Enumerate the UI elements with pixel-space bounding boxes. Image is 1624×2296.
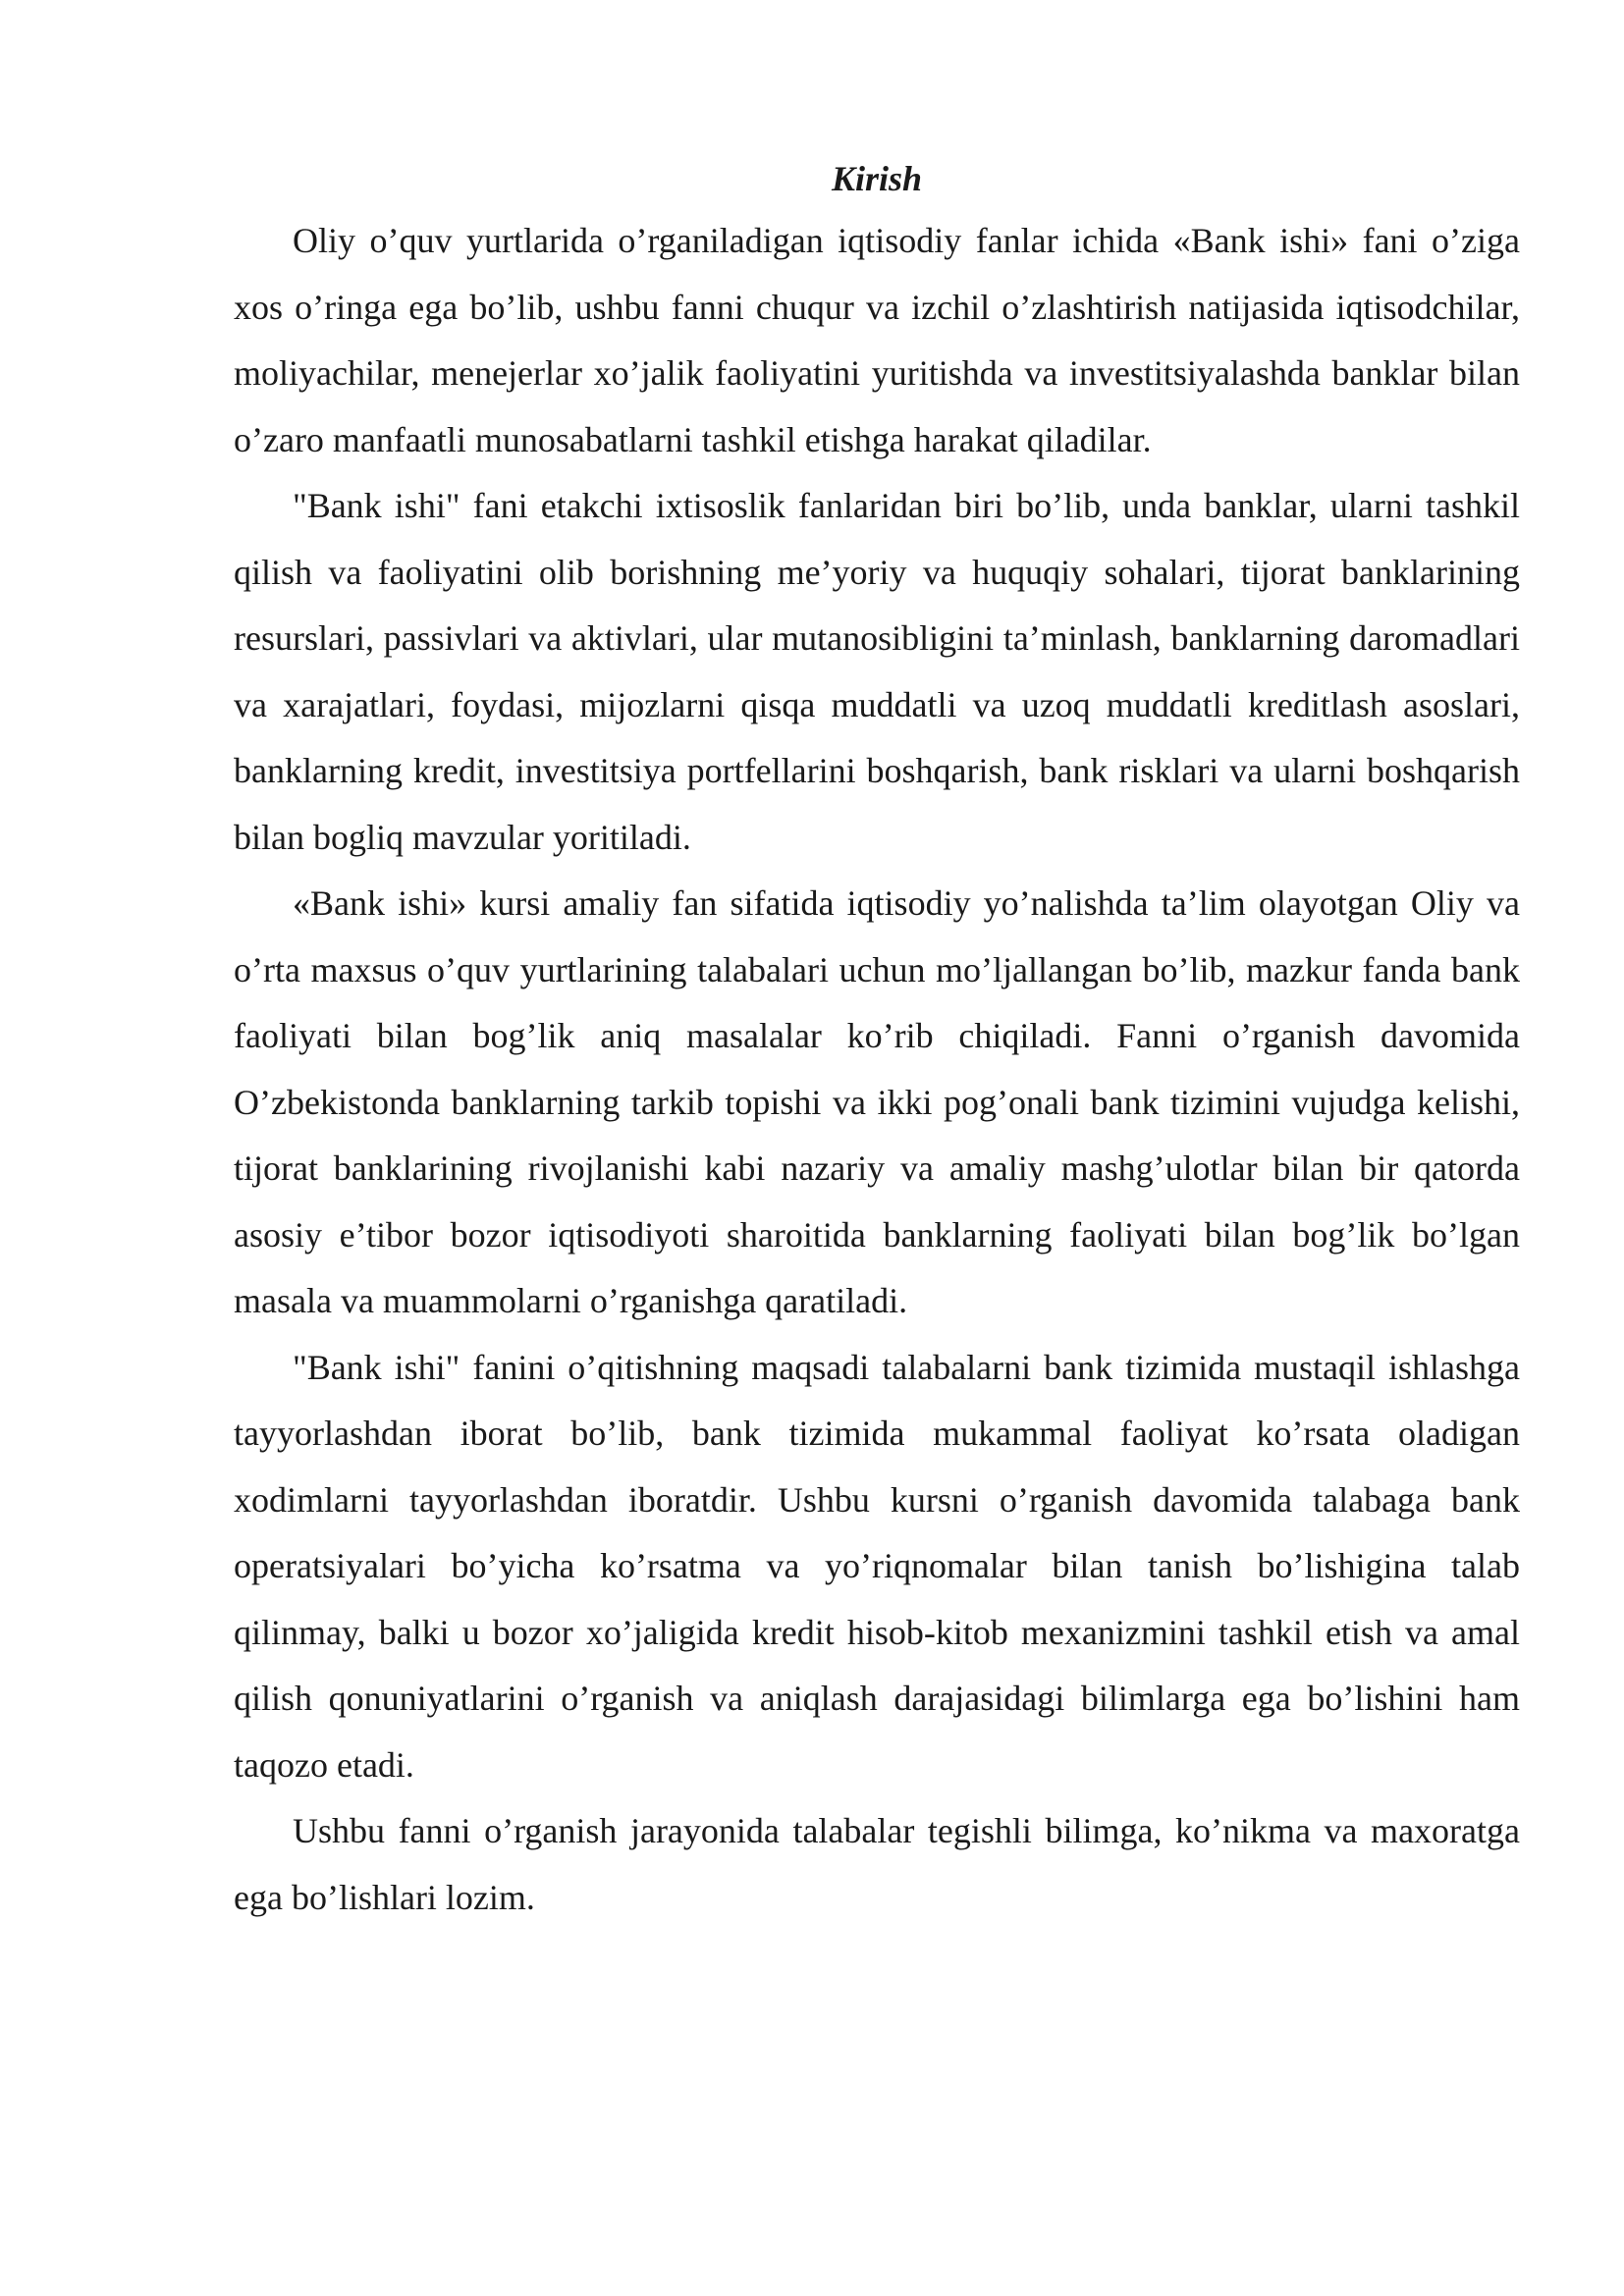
document-title: Kirish [831,159,923,198]
paragraph-5: Ushbu fanni o’rganish jarayonida talabalar tegishli bilimga, ko’nikma va maxoratga ega bo’lishlari lozim. [234,1811,1520,1917]
paragraph-1: Oliy o’quv yurtlarida o’rganiladigan iqtisodiy fanlar ichida «Bank ishi» fani o’ziga xos o’ringa ega bo’lib, ushbu fanni chuqur va izchil o’zlashtirish natijasida iqtisodchilar, moliyachilar, menejerlar xo’jalik faoliyatini yuritishda va investitsiyalashda banklar bilan o’zaro manfaatli munosabatlarni tashkil etishga harakat qiladilar. [234,221,1520,459]
paragraph-4: "Bank ishi" fanini o’qitishning maqsadi talabalarni bank tizimida mustaqil ishlashga tayyorlashdan iborat bo’lib, bank tizimida mukammal faoliyat ko’rsata oladigan xodimlarni tayyorlashdan iboratdir. Ushbu kursni o’rganish davomida talabaga bank operatsiyalari bo’yicha ko’rsatma va yo’riqnomalar bilan tanish bo’lishigina talab qilinmay, balki u bozor xo’jaligida kredit hisob-kitob mexanizmini tashkil etish va amal qilish qonuniyatlarini o’rganish va aniqlash darajasidagi bilimlarga ega bo’lishini ham taqozo etadi. [234,1347,1520,1785]
paragraph-2: "Bank ishi" fani etakchi ixtisoslik fanlaridan biri bo’lib, unda banklar, ularni tashkil qilish va faoliyatini olib borishning me’yoriy va huquqiy sohalari, tijorat banklarining resurslari, passivlari va aktivlari, ular mutanosibligini ta’minlash, banklarning daromadlari va xarajatlari, foydasi, mijozlarni qisqa muddatli va uzoq muddatli kreditlash asoslari, banklarning kredit, investitsiya portfellarini boshqarish, bank risklari va ularni boshqarish bilan bogliq mavzular yoritiladi. [234,486,1520,857]
paragraph-3: «Bank ishi» kursi amaliy fan sifatida iqtisodiy yo’nalishda ta’lim olayotgan Oliy va o’rta maxsus o’quv yurtlarining talabalari uchun mo’ljallangan bo’lib, mazkur fanda bank faoliyati bilan bog’lik aniq masalalar ko’rib chiqiladi. Fanni o’rganish davomida O’zbekistonda banklarning tarkib topishi va ikki pog’onali bank tizimini vujudga kelishi, tijorat banklarining rivojlanishi kabi nazariy va amaliy mashg’ulotlar bilan bir qatorda asosiy e’tibor bozor iqtisodiyoti sharoitida banklarning faoliyati bilan bog’lik bo’lgan masala va muammolarni o’rganishga qaratiladi. [234,883,1520,1320]
document-body [234,149,1520,1931]
